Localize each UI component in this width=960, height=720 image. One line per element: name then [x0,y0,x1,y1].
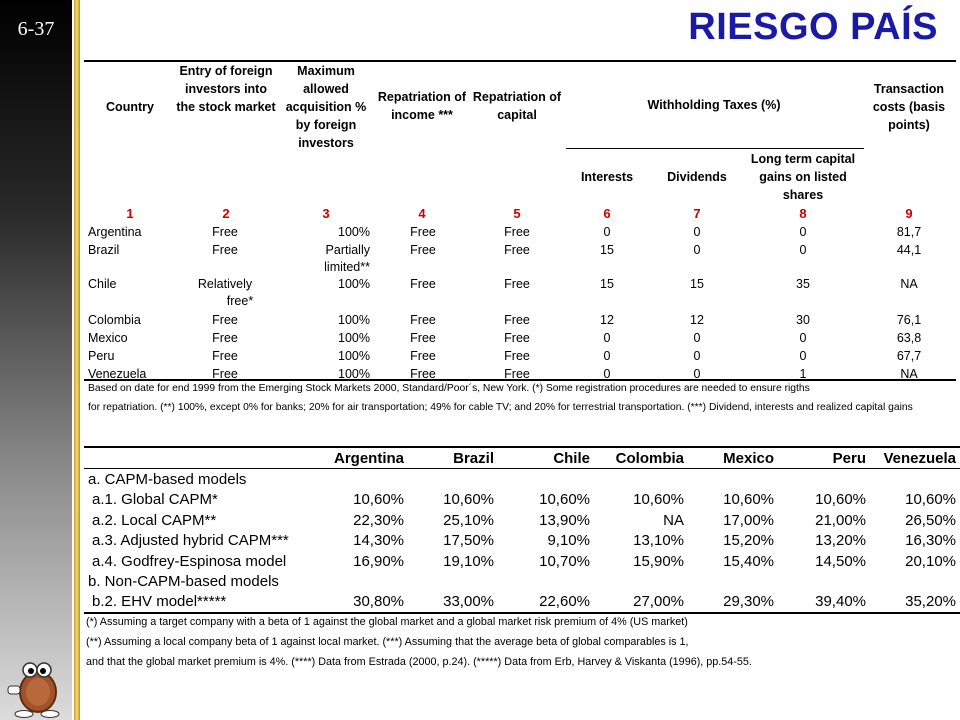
cell-text: 76,1 [896,313,922,327]
table-cell-country [88,242,178,259]
table-cell: 17,50% [443,532,494,550]
table-cell-ltcg [744,276,862,293]
table-cell-tc [866,348,952,365]
table-cell-country [88,330,178,347]
table-cell-div [654,276,740,293]
table-cell: 33,00% [443,593,494,611]
table-cell: 10,60% [443,491,494,509]
table-cell-max [284,224,370,241]
table-cell: 15,40% [723,552,774,570]
cell-text: Free [410,243,436,257]
header-country: Country [106,100,154,114]
table-cell-rc [474,276,560,293]
table-cell-div [654,348,740,365]
cell-text: 0 [693,225,701,239]
cell-text: Free [504,367,530,381]
table-cell-ri [378,224,468,241]
cell-text: 63,8 [896,331,922,345]
table-cell-entry [170,330,280,347]
table-cell: 19,10% [443,552,494,570]
cell-text: 1 [799,367,807,381]
table-cell-tc [866,312,952,329]
table1-note-1: Based on date for end 1999 from the Emerging Stock Markets 2000, Standard/Poor´s, New York. (*) Some registration procedures are needed to ensure rigths [88,383,810,394]
table-cell: 22,60% [539,593,590,611]
table-cell: 25,10% [443,511,494,529]
col-number-6: 6 [603,206,611,221]
col-number-8: 8 [799,206,807,221]
cell-text: Chile [88,277,117,291]
row-label: a.4. Godfrey-Espinosa model [92,552,287,570]
cell-text: 44,1 [896,243,922,257]
table2-header-rule [84,468,960,469]
table-cell-entry [170,242,280,259]
table-row [84,553,960,573]
table-cell-entry [170,224,280,241]
table-cell-div [654,312,740,329]
cell-text: Free [212,349,238,363]
header-transaction: Transaction costs (basis points) [872,82,946,132]
table-row [84,491,960,511]
table-cell-ri [378,348,468,365]
table1-note-2: for repatriation. (**) 100%, except 0% for banks; 20% for air transportation; 49% for cable TV; and 20% for terrestrial transportation. (***) Dividend, interests and realized capital gains [88,402,913,413]
cell-text: 0 [799,331,807,345]
cell-text: 100% [338,277,370,291]
cell-text: Free [504,243,530,257]
cell-text: 15 [600,243,614,257]
cell-text: Free [504,225,530,239]
withholding-rule [566,148,864,149]
table-cell-div [654,330,740,347]
cell-text: Brazil [88,243,120,257]
row-label: a.1. Global CAPM* [92,491,218,509]
table-cell: 10,60% [353,491,404,509]
table-row [84,276,956,308]
column-header: Chile [553,450,590,467]
cell-text: Peru [88,349,115,363]
header-repatriation-income: Repatriation of income *** [377,90,467,122]
col-number-2: 2 [222,206,230,221]
cell-text: Free [504,277,530,291]
table-cell-max [284,330,370,347]
table-cell-country [88,312,178,329]
cell-text: 100% [338,367,370,381]
table-row [84,348,956,366]
cell-text: Relatively [197,277,253,291]
cell-text: Free [504,313,530,327]
column-header: Argentina [333,450,404,467]
table-cell-int [564,348,650,365]
cell-text: 15 [690,277,704,291]
table-cell: 35,20% [905,593,956,611]
table-cell: 10,60% [539,491,590,509]
cell-text-line2: limited** [324,260,370,274]
cell-text: 12 [600,313,614,327]
table-cell: 20,10% [905,552,956,570]
table-cell-rc [474,224,560,241]
table-cell: 16,90% [353,552,404,570]
cell-text: 0 [693,243,701,257]
cell-text: 12 [690,313,704,327]
table-row [84,312,956,330]
cell-text: Free [410,367,436,381]
cell-text: Free [212,313,238,327]
table-cell-entry [170,312,280,329]
col-number-5: 5 [513,206,521,221]
table-cell-max [284,242,370,276]
cell-text: Free [212,225,238,239]
cell-text: 100% [338,313,370,327]
table-cell-max [284,312,370,329]
table-cell: 26,50% [905,511,956,529]
table-cell-ltcg [744,330,862,347]
table-cell-country [88,276,178,293]
cell-text: Free [410,277,436,291]
table-row [84,573,960,593]
table-cell: 14,50% [815,552,866,570]
table-row [84,366,956,384]
table-cell: 15,90% [633,552,684,570]
cell-text: 0 [799,243,807,257]
cell-text: Free [410,225,436,239]
cell-text: 0 [799,225,807,239]
table2-bottom-rule [84,612,960,614]
cell-text: 81,7 [896,225,922,239]
table1 [84,60,956,380]
page-title: RIESGO PAÍS [688,6,938,48]
table-cell-div [654,242,740,259]
table-cell-rc [474,312,560,329]
table-cell: 14,30% [353,532,404,550]
col-number-7: 7 [693,206,701,221]
table2-note-2: (**) Assuming a local company beta of 1 against local market. (***) Assuming that the average beta of global comparables is 1, [86,636,689,648]
column-header: Peru [832,450,866,467]
table1-bottom-rule [84,379,956,381]
cell-text: Mexico [88,331,128,345]
cell-text: Partially [325,243,370,257]
table-cell-entry [170,276,280,310]
table-cell-rc [474,348,560,365]
table-cell-country [88,224,178,241]
cell-text: 0 [603,349,611,363]
table-cell: 10,60% [633,491,684,509]
cell-text: Free [504,331,530,345]
cell-text: 0 [603,367,611,381]
table-cell-tc [866,242,952,259]
header-entry: Entry of foreign investors into the stock market [176,64,276,114]
cell-text: Colombia [88,313,141,327]
cell-text: Argentina [88,225,142,239]
table-row [84,242,956,274]
cell-text: 35 [796,277,810,291]
cell-text: 0 [603,331,611,345]
header-max-acquisition: Maximum allowed acquisition % by foreign investors [285,64,367,150]
cell-text: 0 [693,331,701,345]
row-label: a.2. Local CAPM** [92,511,217,529]
cell-text: Venezuela [88,367,147,381]
table-cell: 30,80% [353,593,404,611]
cell-text: 100% [338,349,370,363]
cell-text: NA [900,367,918,381]
table-cell: 9,10% [547,532,590,550]
table-row [84,330,956,348]
cell-text: 30 [796,313,810,327]
table-cell-max [284,276,370,293]
table-cell-int [564,224,650,241]
table-cell-int [564,276,650,293]
table-cell: 10,70% [539,552,590,570]
cell-text: Free [212,367,238,381]
row-label: a. CAPM-based models [88,471,247,488]
table-cell-tc [866,276,952,293]
table-cell: 16,30% [905,532,956,550]
row-label: b. Non-CAPM-based models [88,573,279,590]
col-number-3: 3 [322,206,330,221]
cell-text: Free [212,243,238,257]
table-cell-rc [474,242,560,259]
table-cell-ri [378,330,468,347]
table-cell: 22,30% [353,511,404,529]
col-number-1: 1 [126,206,134,221]
table-cell-ltcg [744,242,862,259]
table-cell-int [564,330,650,347]
table2-note-3: and that the global market premium is 4%. (****) Data from Estrada (2000, p.24). (*****) Data from Erb, Harvey & Viskanta (1996), pp.54-55. [86,656,752,668]
cell-text: 100% [338,331,370,345]
gold-divider [74,0,80,720]
cell-text: Free [212,331,238,345]
cell-text: Free [410,331,436,345]
table-row [84,532,960,552]
cell-text: NA [900,277,918,291]
sidebar-gradient [0,0,72,720]
table-cell-tc [866,330,952,347]
table-cell: 17,00% [723,511,774,529]
table-cell: 21,00% [815,511,866,529]
slide-number: 6-37 [17,18,55,40]
table-cell: 27,00% [633,593,684,611]
cell-text: 0 [693,367,701,381]
cell-text: 0 [693,349,701,363]
table-cell-tc [866,224,952,241]
table-cell-ltcg [744,312,862,329]
column-header: Mexico [723,450,774,467]
table-cell: 13,10% [633,532,684,550]
table-cell-rc [474,330,560,347]
column-header: Brazil [453,450,494,467]
table-cell: 10,60% [723,491,774,509]
table-cell-ltcg [744,348,862,365]
table-cell-max [284,348,370,365]
header-repatriation-capital: Repatriation of capital [472,90,562,122]
table2-top-rule [84,446,960,448]
column-header: Venezuela [883,450,956,467]
table-cell: 13,20% [815,532,866,550]
cell-text: Free [504,349,530,363]
table-cell: 10,60% [905,491,956,509]
table-cell: 39,40% [815,593,866,611]
table-cell: NA [663,511,684,529]
table-cell-ltcg [744,224,862,241]
table-row [84,593,960,613]
table-cell-ri [378,242,468,259]
table-cell-int [564,242,650,259]
cell-text-line2: free* [226,294,254,308]
cell-text: 0 [799,349,807,363]
table-cell-country [88,348,178,365]
cell-text: 67,7 [896,349,922,363]
col-number-4: 4 [418,206,426,221]
table-cell-ri [378,312,468,329]
header-dividends: Dividends [667,170,727,184]
cell-text: Free [410,349,436,363]
row-label: b.2. EHV model***** [92,593,227,611]
table-row [84,224,956,242]
row-label: a.3. Adjusted hybrid CAPM*** [92,532,289,550]
table-row [84,512,960,532]
table-cell-div [654,224,740,241]
table-cell: 29,30% [723,593,774,611]
table-cell: 15,20% [723,532,774,550]
table-cell-int [564,312,650,329]
header-withholding: Withholding Taxes (%) [647,98,781,112]
column-header: Colombia [615,450,684,467]
table-cell: 10,60% [815,491,866,509]
cell-text: 100% [338,225,370,239]
header-interests: Interests [580,170,634,184]
header-ltcg: Long term capital gains on listed shares [750,152,856,202]
table-row [84,471,960,491]
col-number-9: 9 [905,206,913,221]
coin-mascot-icon [4,654,68,718]
table-cell: 13,90% [539,511,590,529]
table-cell-entry [170,348,280,365]
cell-text: 0 [603,225,611,239]
cell-text: 15 [600,277,614,291]
table2-note-1: (*) Assuming a target company with a beta of 1 against the global market and a global market risk premium of 4% (US market) [86,616,688,628]
cell-text: Free [410,313,436,327]
table-cell-ri [378,276,468,293]
